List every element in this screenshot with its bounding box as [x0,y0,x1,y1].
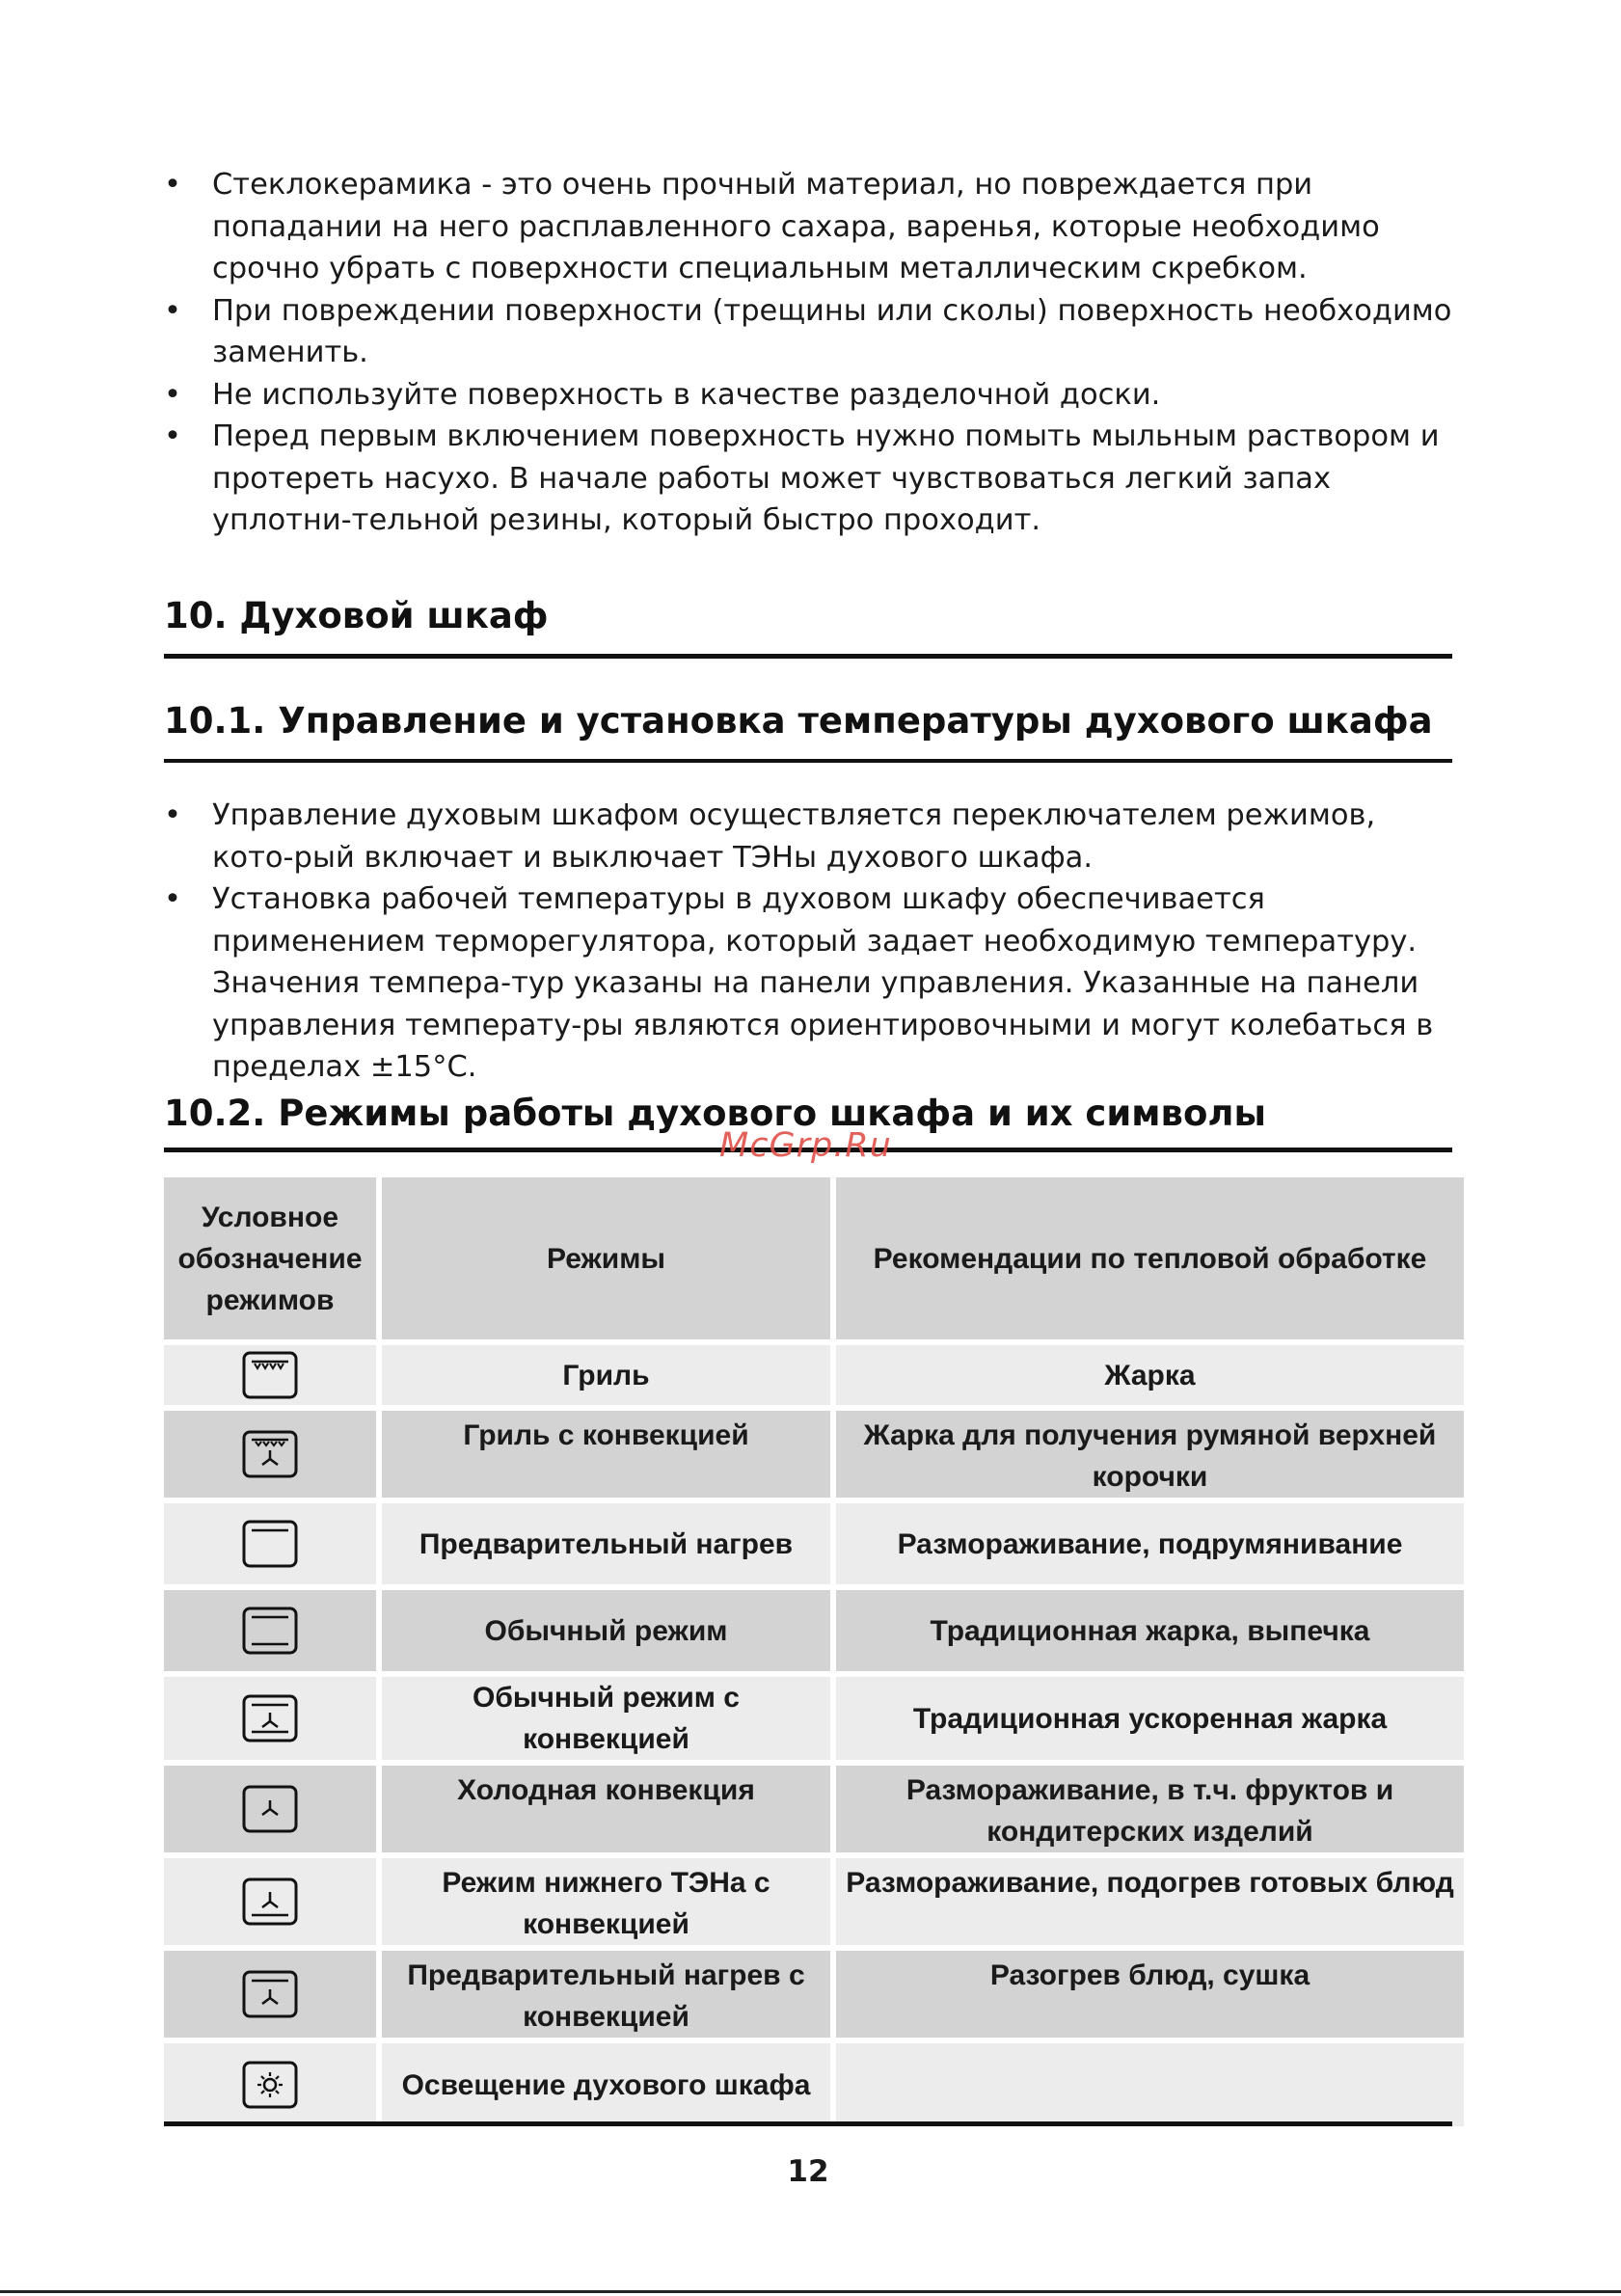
oven-modes-table [158,1172,1470,2132]
list-item: • Перед первым включением поверхность нужно помыть мыльным раствором и протереть насухо. В начале работы может чувствоваться легкий запах уплотни-тельной резины, который быстро проходит. [164,419,1440,537]
column-header: Рекомендации по тепловой обработке [836,1177,1464,1339]
table-row [164,1858,1464,1945]
grill-convection-icon [242,1430,298,1478]
list-item: • Установка рабочей температуры в духовом шкафу обеспечивается применением терморегулятора, который задает необходимую температуру. Значения темпера-тур указаны на панели управления. Указанные на панели управления температу-ры являются ориентировочными и могут колебаться в пределах ±15°С. [164,882,1434,1084]
mode-recommendation: Размораживание, подрумянивание [836,1503,1464,1584]
section-heading-10-2: 10.2. Режимы работы духового шкафа и их символы [164,1093,1266,1134]
section-heading-10-1: 10.1. Управление и установка температуры духового шкафа [164,700,1433,742]
mode-name: Обычный режим [382,1590,830,1671]
list-item: • Стеклокерамика - это очень прочный материал, но повреждается при попадании на него расплавленного сахара, варенья, которые необходимо срочно убрать с поверхности специальным металлическим скребком. [164,168,1380,285]
table-row [164,1345,1464,1405]
intro-bullet-list [164,164,1452,542]
mode-name: Предварительный нагрев [382,1503,830,1584]
mode-name: Предварительный нагрев с конвекцией [382,1951,830,2038]
mode-recommendation: Разогрев блюд, сушка [836,1951,1464,2038]
cold-convection-icon [242,1785,298,1833]
top-heat-icon [242,1520,298,1568]
table-header-row [164,1177,1464,1339]
mode-name: Освещение духового шкафа [382,2043,830,2126]
heading-rule [164,759,1452,763]
top-convection-icon [242,1970,298,2018]
mode-recommendation: Размораживание, в т.ч. фруктов и кондитерских изделий [836,1766,1464,1852]
mode-recommendation [836,2043,1464,2126]
mode-recommendation: Традиционная жарка, выпечка [836,1590,1464,1671]
list-item: • При повреждении поверхности (трещины или сколы) поверхность необходимо заменить. [164,293,1452,369]
heading-rule [164,654,1452,659]
page-number: 12 [787,2154,829,2189]
list-item: • Управление духовым шкафом осуществляется переключателем режимов, кото-рый включает и выключает ТЭНы духового шкафа. [164,798,1376,875]
section-10-1-bullet-list [164,795,1452,1089]
page-edge-line [0,2290,1621,2293]
table-row [164,2043,1464,2126]
column-header: Условное обозначение режимов [164,1177,376,1339]
footer-rule [164,2121,1452,2126]
mode-recommendation: Жарка для получения румяной верхней корочки [836,1411,1464,1498]
list-item: • Не используйте поверхность в качестве разделочной доски. [164,377,1161,412]
top-bottom-convection-icon [242,1694,298,1742]
column-header: Режимы [382,1177,830,1339]
table-row [164,1503,1464,1584]
table-row [164,1951,1464,2038]
top-bottom-heat-icon [242,1607,298,1655]
mode-name: Обычный режим с конвекцией [382,1677,830,1760]
mode-recommendation: Размораживание, подогрев готовых блюд [836,1858,1464,1945]
grill-icon [242,1351,298,1399]
bottom-convection-icon [242,1877,298,1926]
table-row [164,1590,1464,1671]
mode-name: Гриль с конвекцией [382,1411,830,1498]
table-row [164,1411,1464,1498]
mode-recommendation: Традиционная ускоренная жарка [836,1677,1464,1760]
table-row [164,1677,1464,1760]
section-heading-10: 10. Духовой шкаф [164,595,549,636]
table-row [164,1766,1464,1852]
mode-name: Режим нижнего ТЭНа с конвекцией [382,1858,830,1945]
watermark: McGrp.Ru [719,1126,892,1165]
mode-recommendation: Жарка [836,1345,1464,1405]
mode-name: Холодная конвекция [382,1766,830,1852]
oven-light-icon [242,2061,298,2109]
mode-name: Гриль [382,1345,830,1405]
